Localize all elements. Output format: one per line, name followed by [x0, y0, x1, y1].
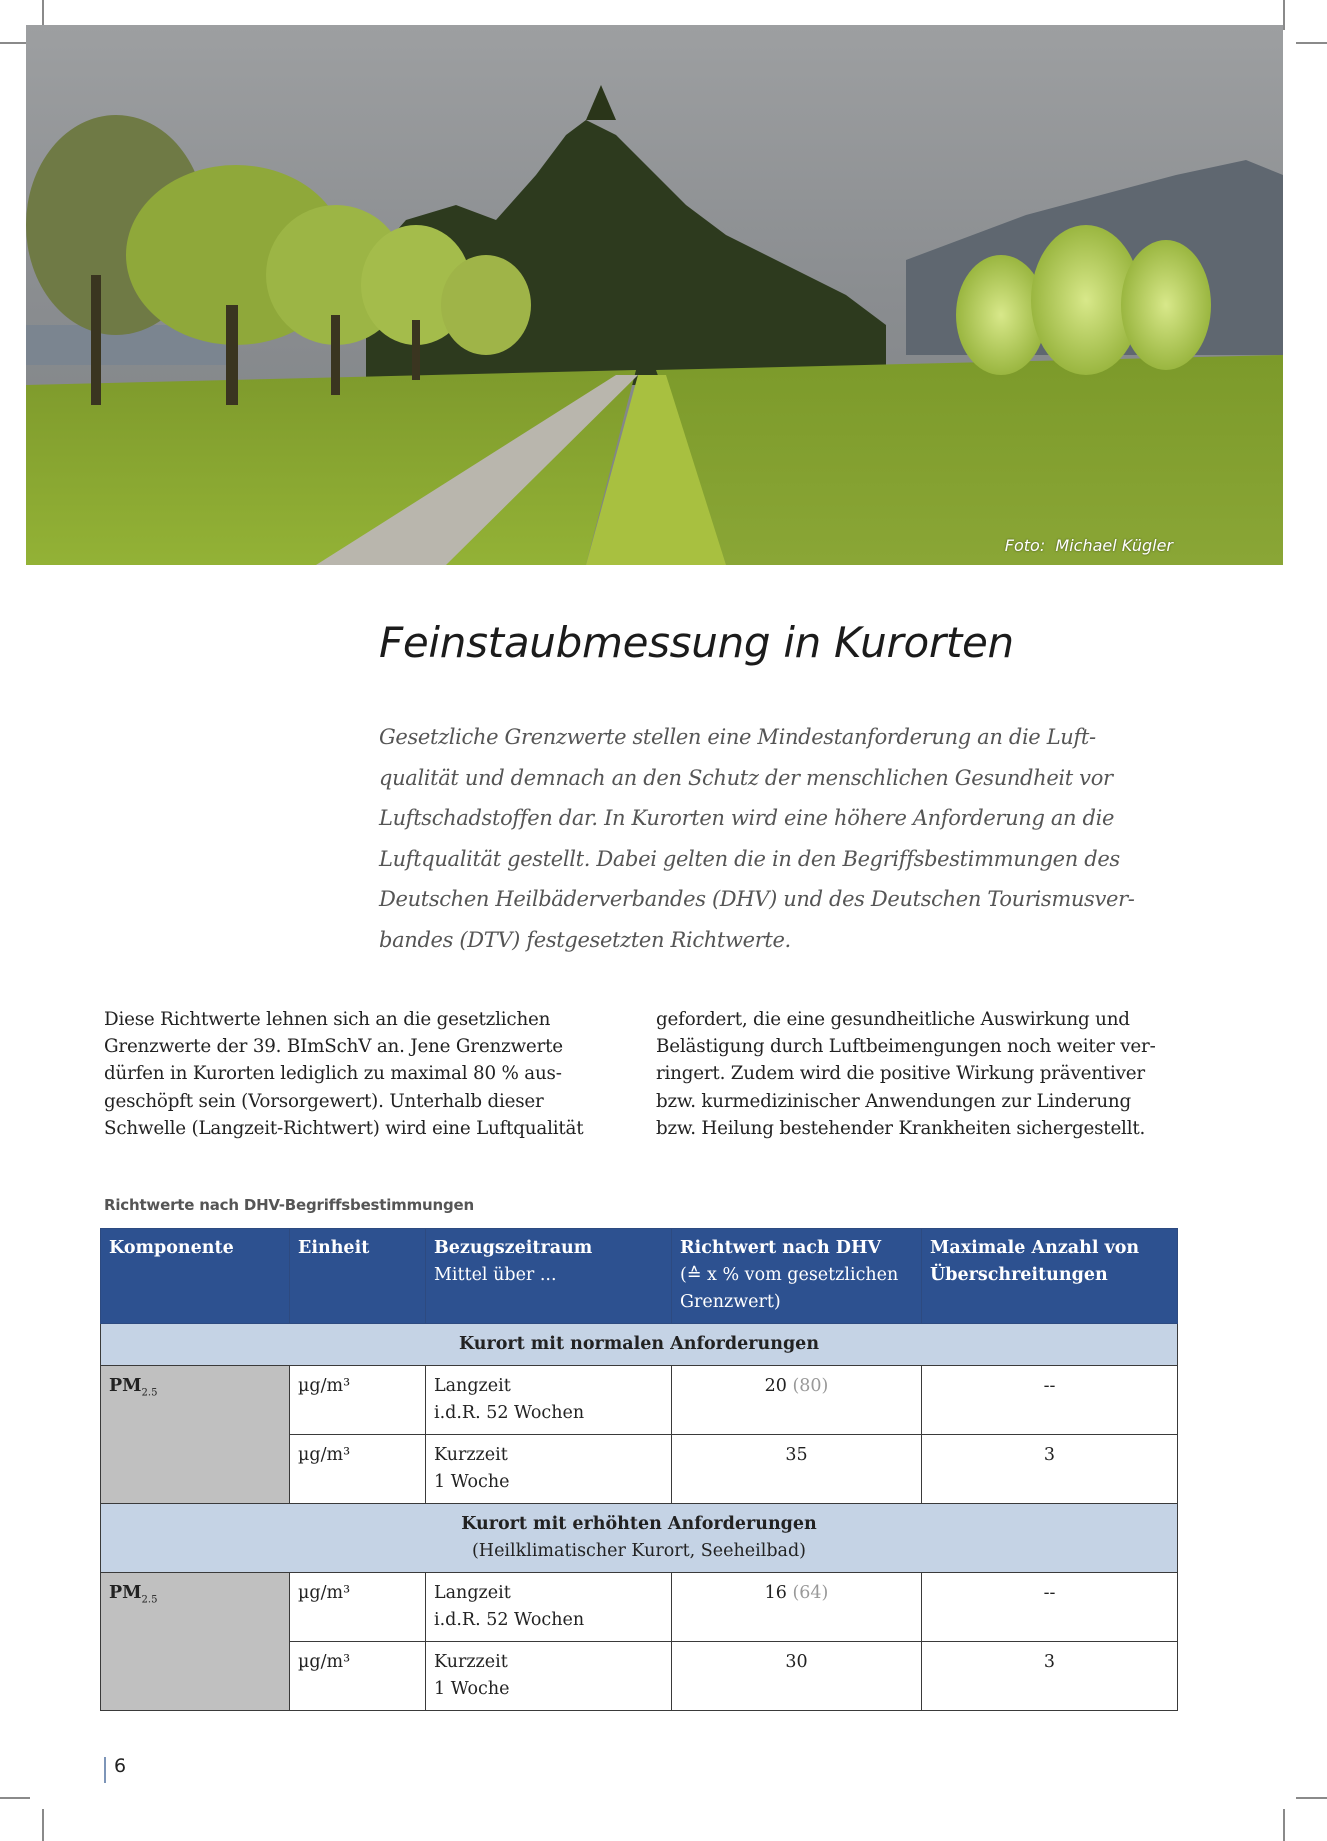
dhv-table — [100, 1228, 1178, 1711]
page-title: Feinstaubmessung in Kurorten — [379, 618, 1014, 667]
max-cell: 3 — [922, 1642, 1178, 1711]
page-number-bar — [104, 1757, 106, 1783]
value-cell: 16 (64) — [672, 1573, 922, 1642]
page-number: 6 — [114, 1755, 127, 1777]
unit-cell: µg/m³ — [290, 1642, 426, 1711]
value-cell: 20 (80) — [672, 1366, 922, 1435]
header-richtwert: Richtwert nach DHV (≙ x % vom gesetzlichen Grenzwert) — [672, 1229, 922, 1324]
section-subtitle: (Heilklimatischer Kurort, Seeheilbad) — [471, 1541, 806, 1561]
landscape-image — [26, 25, 1283, 565]
body-line: bzw. kurmedizinischer Anwendungen zur Linderung — [656, 1090, 1131, 1112]
max-cell: -- — [922, 1366, 1178, 1435]
table-header-row — [101, 1229, 1178, 1324]
section-title: Kurort mit normalen Anforderungen — [101, 1324, 1178, 1366]
component-cell: $PM_{2.5}$ — [101, 1573, 290, 1711]
value-cell: 30 — [672, 1642, 922, 1711]
lead-paragraph — [379, 717, 1179, 960]
body-line: gefordert, die eine gesundheitliche Auswirkung und — [656, 1009, 1130, 1030]
lead-line: qualität und demnach an den Schutz der menschlichen Gesundheit vor — [379, 765, 1113, 790]
body-line: bzw. Heilung bestehender Krankheiten sichergestellt. — [656, 1117, 1146, 1139]
period-cell: Langzeit i.d.R. 52 Wochen — [426, 1573, 672, 1642]
body-line: Schwelle (Langzeit-Richtwert) wird eine Luftqualität — [104, 1117, 584, 1139]
body-line: Grenzwerte der 39. BImSchV an. Jene Grenzwerte — [104, 1036, 563, 1058]
body-line: geschöpft sein (Vorsorgewert). Unterhalb dieser — [104, 1090, 544, 1112]
header-max-ueberschreitungen: Maximale Anzahl von Überschreitungen — [922, 1229, 1178, 1324]
body-line: dürfen in Kurorten lediglich zu maximal 80 % aus- — [104, 1063, 562, 1085]
lead-line: Deutschen Heilbäderverbandes (DHV) und des Deutschen Tourismusver- — [379, 887, 1135, 911]
value-cell: 35 — [672, 1435, 922, 1504]
body-line: ringert. Zudem wird die positive Wirkung präventiver — [656, 1063, 1145, 1085]
section-header-row — [101, 1324, 1178, 1366]
period-cell: Kurzzeit 1 Woche — [426, 1435, 672, 1504]
body-line: Belästigung durch Luftbeimengungen noch weiter ver- — [656, 1036, 1156, 1058]
crop-mark — [42, 1809, 44, 1841]
table-row — [101, 1573, 1178, 1642]
body-line: Diese Richtwerte lehnen sich an die gesetzlichen — [104, 1009, 551, 1030]
crop-mark — [1296, 1797, 1327, 1799]
period-cell: Langzeit i.d.R. 52 Wochen — [426, 1366, 672, 1435]
crop-mark — [1283, 1809, 1285, 1841]
crop-mark — [1283, 0, 1285, 30]
crop-mark — [0, 1797, 30, 1799]
crop-mark — [1296, 42, 1327, 44]
lead-line: Luftqualität gestellt. Dabei gelten die in den Begriffsbestimmungen des — [379, 846, 1120, 871]
body-column-right — [656, 1006, 1156, 1142]
lead-line: Gesetzliche Grenzwerte stellen eine Mindestanforderung an die Luft- — [379, 725, 1096, 749]
header-bezugszeitraum: Bezugszeitraum Mittel über ... — [426, 1229, 672, 1324]
unit-cell: µg/m³ — [290, 1435, 426, 1504]
component-cell: $PM_{2.5}$ — [101, 1366, 290, 1504]
header-komponente: Komponente — [101, 1229, 290, 1324]
max-cell: 3 — [922, 1435, 1178, 1504]
photo-credit: Foto: Michael Kügler — [1004, 536, 1173, 555]
unit-cell: µg/m³ — [290, 1573, 426, 1642]
section-title: Kurort mit erhöhten Anforderungen (Heilklimatischer Kurort, Seeheilbad) — [101, 1504, 1178, 1573]
table-row — [101, 1366, 1178, 1435]
body-column-left — [104, 1006, 583, 1142]
max-cell: -- — [922, 1573, 1178, 1642]
unit-cell: µg/m³ — [290, 1366, 426, 1435]
header-einheit: Einheit — [290, 1229, 426, 1324]
lead-line: bandes (DTV) festgesetzten Richtwerte. — [379, 927, 791, 952]
section-header-row — [101, 1504, 1178, 1573]
hero-photo — [26, 25, 1283, 565]
table-caption: Richtwerte nach DHV-Begriffsbestimmungen — [104, 1196, 474, 1214]
lead-line: Luftschadstoffen dar. In Kurorten wird eine höhere Anforderung an die — [379, 806, 1115, 830]
period-cell: Kurzzeit 1 Woche — [426, 1642, 672, 1711]
